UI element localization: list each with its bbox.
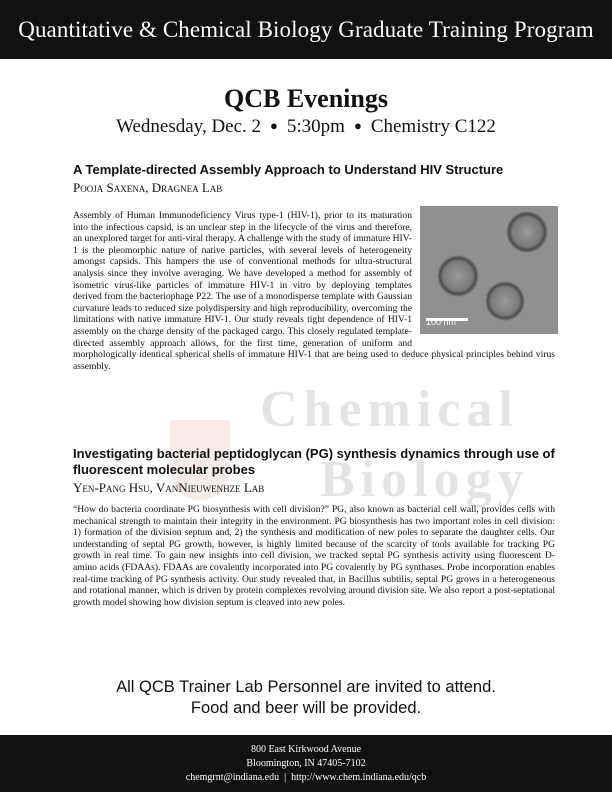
event-date: Wednesday, Dec. 2 [116,116,262,137]
talk-2-abstract-text: “How do bacteria coordinate PG biosynthesis with cell division?” PG, also known as bacterial cell wall, provides cells with mechanical strength to maintain their integrity in the environment. PG biosynthesis has two important roles in cell division: 1) formation of the division septum and, 2) the synthesis and modification of new poles to separate the daughter cells. Our understanding of septal PG growth, however, is highly limited because of the scarcity of tools available for tracking PG growth in real time. To gain new insights into cell division, we tracked septal PG synthesis activity using fluorescent D-amino acids (FDAAs). FDAAs are covalently incorporated into PG covalently by PG synthases. Probe incorporation enables real-time tracking of PG synthesis activity. Our study revealed that, in Bacillus subtilis, septal PG grows in a heterogeneous and rotational manner, which is driven by protein complexes revolving around division site. We also report a post-septational growth model showing how division septum is cleaved into new poles. [73,504,555,608]
separator-dot-icon: ● [270,118,278,133]
hiv-micrograph-image [420,206,558,334]
invitation [0,677,612,719]
footer-contact: chemgrnt@indiana.edu | http://www.chem.indiana.edu/qcb [185,772,427,783]
event-details [0,116,612,138]
watermark-line-1: Chemical [260,381,519,438]
talk-1-title: A Template-directed Assembly Approach to Understand HIV Structure [73,162,504,177]
program-banner: Quantitative & Chemical Biology Graduate Training Program [0,0,612,59]
talk-1-abstract-text: Assembly of Human Immunodeficiency Virus type-1 (HIV-1), prior to its maturation into the infectious capsid, is an unclear step in the lifecycle of the virus and therefore, an unexplored target for anti-viral therapy. A challenge with the study of immature HIV-1 is the pleomorphic nature of native particles, with several levels of heterogeneity amongst capsids. This hampers the use of conventional methods for ultra-structural analysis since they involve averaging. We have developed a method for assembly of isometric virus-like particles of immature HIV-1 in vitro by deploying templates derived from the bacteriophage P22. The use of a monodisperse template with Gaussian curvature leads to reduced size polydispersity and high reproducibility, overcoming the limitations with native immature HIV-1. Our study reveals tight dependence of HIV-1 assembly on the charge density of the packaged cargo. This closely regulated template-directed assembly approach allows, for the first time, generation of uniform and morphologically identical spherical shells of immature HIV-1 that are being used to deduce physical principles behind virus assembly. [73,210,555,372]
scale-bar-label: 100 nm [426,317,457,328]
talk-2-title: Investigating bacterial peptidoglycan (PG) synthesis dynamics through use of fluorescent molecular probes [73,446,555,477]
footer-address-2: Bloomington, IN 47405-7102 [246,758,366,769]
invitation-line-1: All QCB Trainer Lab Personnel are invited to attend. [116,678,496,696]
talk-1-speaker: Pooja Saxena, Dragnea Lab [73,180,223,195]
watermark-line-2: Biology [320,451,530,508]
invitation-line-2: Food and beer will be provided. [190,699,422,717]
talk-2-abstract [73,504,555,608]
footer [0,735,612,792]
event-location: Chemistry C122 [370,116,496,137]
event-title: QCB Evenings [224,84,388,113]
footer-address-1: 800 East Kirkwood Avenue [250,744,362,755]
talk-1-abstract [73,210,555,372]
separator-dot-icon: ● [353,118,362,133]
talk-2-speaker: Yen-Pang Hsu, VanNieuwenhze Lab [73,480,265,495]
event-time: 5:30pm [286,116,345,137]
